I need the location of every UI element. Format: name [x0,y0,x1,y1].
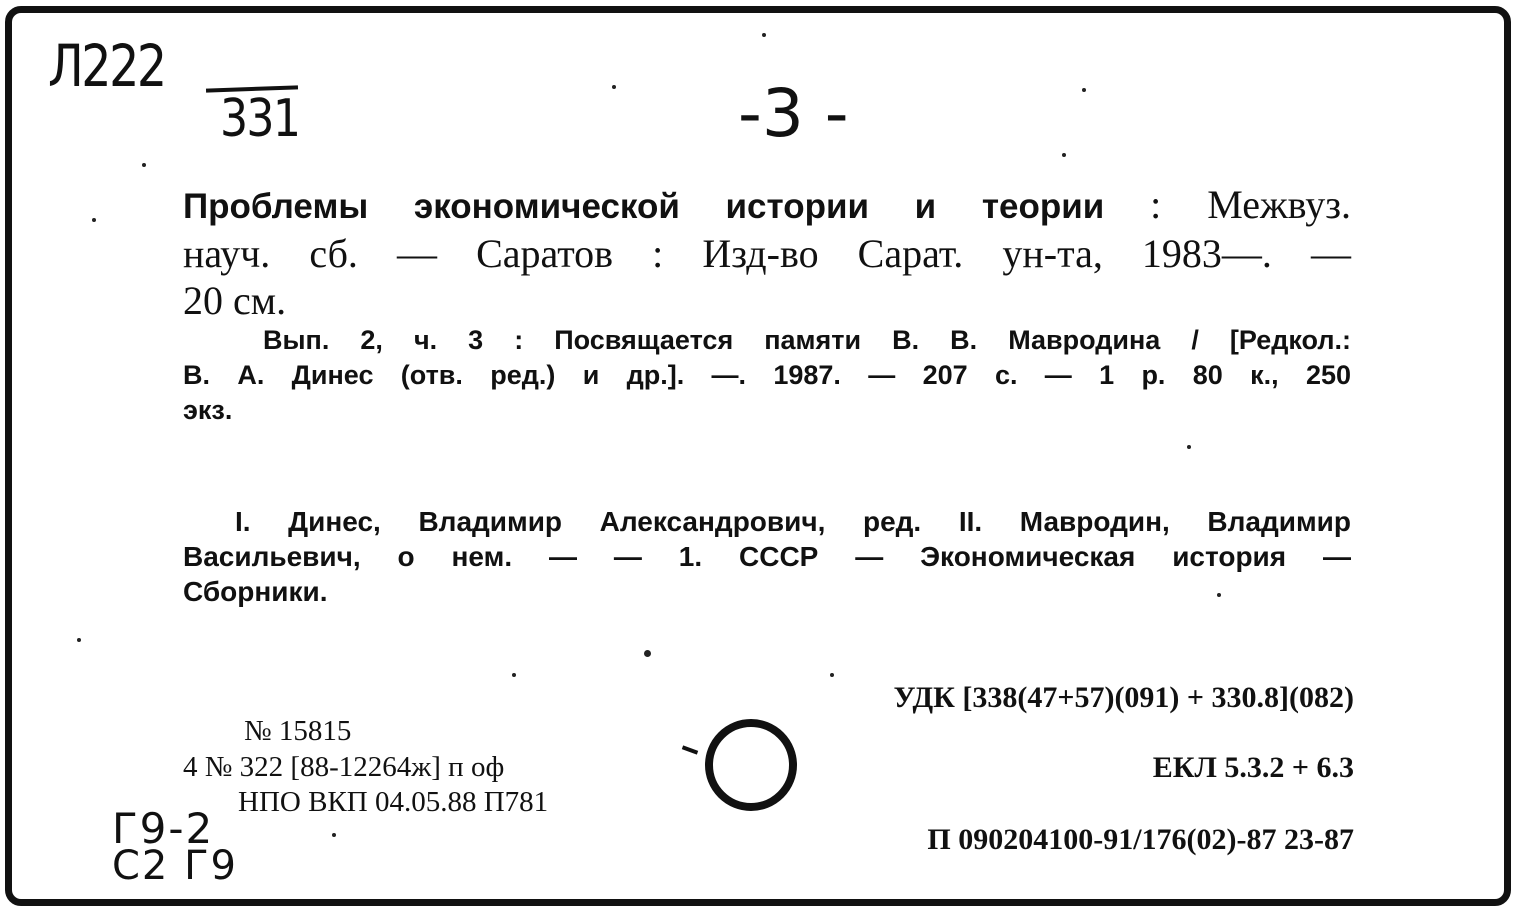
npo-code: НПО ВКП 04.05.88 П781 [238,786,549,818]
speck [1082,88,1086,92]
volume-block [183,323,1351,428]
tracings-line-2: Васильевич, о нем. — — 1. СССР — Экономическая история — [183,541,1351,572]
speck [1187,445,1191,449]
tracings-block [183,504,1351,609]
shelfmark-top: Л222 [48,32,165,100]
title-main: Проблемы экономической истории и теории [183,187,1105,226]
volume-line-3: экз. [183,395,233,425]
stamp-circle [705,719,797,811]
speck [612,85,616,89]
title-line-2: науч. сб. — Саратов : Изд-во Сарат. ун-та, 1983—. — [183,231,1351,276]
speck [1217,593,1221,597]
title-block [183,181,1351,324]
speck [142,163,146,167]
speck [830,673,834,677]
speck [332,833,336,837]
speck [762,33,766,37]
handwritten-bottom-left [112,804,238,889]
shelfmark-bottom: 331 [220,89,300,149]
speck [1062,153,1066,157]
title-type: : Межвуз. [1104,182,1351,227]
volume-line-2: В. А. Динес (отв. ред.) и др.]. —. 1987. — 207 с. — 1 р. 80 к., 250 [183,360,1351,390]
stamp-tick [682,745,698,754]
tracings-line-3: Сборники. [183,576,328,607]
handwritten-shelfmark [48,31,348,149]
handwritten-bottom-line-2: С2 Г9 [112,843,238,889]
speck [644,650,651,657]
title-line-3: 20 см. [183,278,287,323]
tracings-line-1: I. Динес, Владимир Александрович, ред. II. Мавродин, Владимир [235,506,1351,537]
volume-line-1: Вып. 2, ч. 3 : Посвящается памяти В. В. Мавродина / [Редкол.: [263,325,1351,355]
handwritten-bottom-line-1: Г9-2 [112,804,215,853]
order-code: 4 № 322 [88-12264ж] п оф [183,751,505,783]
index-code: П 090204100-91/176(02)-87 23-87 [927,823,1354,856]
speck [512,673,516,677]
title-line-1 [183,181,1351,230]
ekl-code: ЕКЛ 5.3.2 + 6.3 [1152,751,1354,784]
udk-code: УДК [338(47+57)(091) + 330.8](082) [893,681,1354,714]
handwritten-page-mark: -3 - [738,75,849,152]
catalog-card [5,6,1511,906]
speck [77,638,81,642]
speck [92,218,96,222]
card-number: № 15815 [244,715,352,747]
